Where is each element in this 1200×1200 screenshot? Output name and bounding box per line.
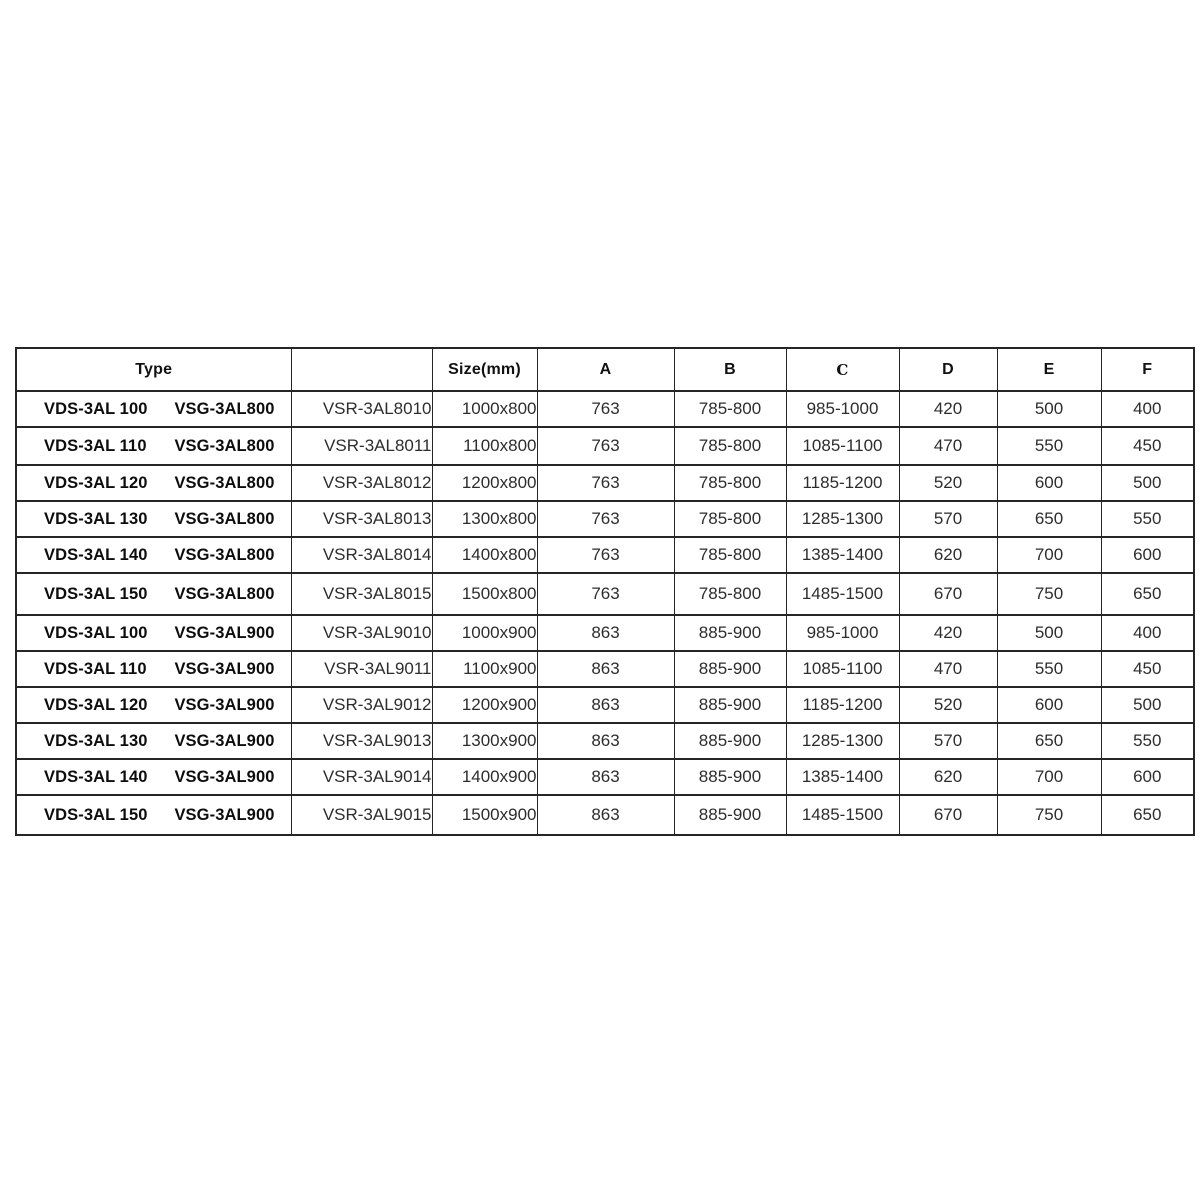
cell-type [16, 615, 291, 651]
type-label-group [17, 696, 291, 715]
cell-model: VSR-3AL9015 [291, 795, 432, 835]
cell-type [16, 465, 291, 501]
table-body [16, 391, 1194, 835]
cell-size: 1100x800 [432, 427, 537, 465]
cell-c: 1485-1500 [786, 573, 899, 615]
table-row [16, 615, 1194, 651]
cell-type [16, 651, 291, 687]
cell-d: 620 [899, 537, 997, 573]
type-label-group [17, 474, 291, 493]
type-right-label: VSG-3AL800 [174, 399, 275, 418]
cell-f: 500 [1101, 465, 1194, 501]
cell-model: VSR-3AL9012 [291, 687, 432, 723]
cell-size: 1500x900 [432, 795, 537, 835]
cell-f: 450 [1101, 427, 1194, 465]
cell-d: 420 [899, 615, 997, 651]
cell-b: 885-900 [674, 615, 786, 651]
cell-e: 750 [997, 795, 1101, 835]
type-left-label: VDS-3AL 100 [44, 399, 148, 418]
cell-e: 550 [997, 427, 1101, 465]
cell-a: 763 [537, 427, 674, 465]
table-row [16, 687, 1194, 723]
cell-d: 520 [899, 465, 997, 501]
cell-e: 650 [997, 501, 1101, 537]
cell-size: 1200x800 [432, 465, 537, 501]
cell-b: 885-900 [674, 759, 786, 795]
cell-e: 650 [997, 723, 1101, 759]
cell-b: 785-800 [674, 537, 786, 573]
cell-e: 500 [997, 615, 1101, 651]
table-row [16, 501, 1194, 537]
cell-a: 763 [537, 501, 674, 537]
table-row [16, 427, 1194, 465]
cell-size: 1400x800 [432, 537, 537, 573]
type-left-label: VDS-3AL 120 [44, 473, 148, 492]
type-left-label: VDS-3AL 140 [44, 767, 148, 786]
cell-type [16, 427, 291, 465]
cell-f: 600 [1101, 537, 1194, 573]
table-row [16, 723, 1194, 759]
cell-d: 420 [899, 391, 997, 427]
cell-c: 1085-1100 [786, 651, 899, 687]
cell-b: 785-800 [674, 573, 786, 615]
cell-f: 650 [1101, 573, 1194, 615]
cell-e: 600 [997, 465, 1101, 501]
type-right-label: VSG-3AL900 [174, 805, 275, 824]
cell-c: 1485-1500 [786, 795, 899, 835]
column-header-e: E [997, 348, 1101, 391]
cell-size: 1000x800 [432, 391, 537, 427]
cell-f: 600 [1101, 759, 1194, 795]
cell-e: 700 [997, 759, 1101, 795]
cell-type [16, 687, 291, 723]
spec-table [15, 347, 1195, 836]
cell-e: 750 [997, 573, 1101, 615]
cell-model: VSR-3AL8010 [291, 391, 432, 427]
cell-f: 400 [1101, 615, 1194, 651]
cell-type [16, 759, 291, 795]
cell-model: VSR-3AL9013 [291, 723, 432, 759]
column-header-a: A [537, 348, 674, 391]
cell-model: VSR-3AL8014 [291, 537, 432, 573]
cell-size: 1200x900 [432, 687, 537, 723]
header-row [16, 348, 1194, 391]
cell-size: 1400x900 [432, 759, 537, 795]
type-label-group [17, 624, 291, 643]
type-left-label: VDS-3AL 130 [44, 731, 148, 750]
cell-size: 1300x800 [432, 501, 537, 537]
type-label-group [17, 585, 291, 604]
column-header-type: Type [16, 348, 291, 391]
column-header-d: D [899, 348, 997, 391]
table-row [16, 651, 1194, 687]
cell-b: 885-900 [674, 651, 786, 687]
cell-model: VSR-3AL9010 [291, 615, 432, 651]
cell-size: 1000x900 [432, 615, 537, 651]
type-label-group [17, 510, 291, 529]
type-right-label: VSG-3AL800 [174, 473, 275, 492]
cell-a: 763 [537, 391, 674, 427]
type-label-group [17, 768, 291, 787]
column-header-c: C [786, 348, 899, 391]
cell-d: 570 [899, 501, 997, 537]
cell-a: 763 [537, 573, 674, 615]
type-right-label: VSG-3AL900 [174, 767, 275, 786]
column-header-model [291, 348, 432, 391]
type-right-label: VSG-3AL900 [174, 731, 275, 750]
cell-model: VSR-3AL8013 [291, 501, 432, 537]
cell-c: 1285-1300 [786, 501, 899, 537]
cell-d: 670 [899, 573, 997, 615]
cell-b: 885-900 [674, 723, 786, 759]
type-left-label: VDS-3AL 130 [44, 509, 148, 528]
cell-a: 863 [537, 759, 674, 795]
type-label-group [17, 546, 291, 565]
cell-e: 600 [997, 687, 1101, 723]
type-left-label: VDS-3AL 150 [44, 584, 148, 603]
cell-size: 1300x900 [432, 723, 537, 759]
cell-c: 985-1000 [786, 615, 899, 651]
table-row [16, 795, 1194, 835]
cell-e: 700 [997, 537, 1101, 573]
type-right-label: VSG-3AL900 [174, 623, 275, 642]
cell-b: 785-800 [674, 501, 786, 537]
column-header-size: Size(mm) [432, 348, 537, 391]
cell-a: 863 [537, 687, 674, 723]
cell-c: 985-1000 [786, 391, 899, 427]
cell-a: 763 [537, 465, 674, 501]
cell-model: VSR-3AL9014 [291, 759, 432, 795]
type-right-label: VSG-3AL900 [174, 659, 275, 678]
type-right-label: VSG-3AL800 [174, 509, 275, 528]
type-right-label: VSG-3AL800 [174, 584, 275, 603]
cell-c: 1085-1100 [786, 427, 899, 465]
cell-a: 863 [537, 723, 674, 759]
cell-d: 670 [899, 795, 997, 835]
cell-f: 500 [1101, 687, 1194, 723]
cell-c: 1385-1400 [786, 537, 899, 573]
type-label-group [17, 400, 291, 419]
type-left-label: VDS-3AL 110 [44, 659, 147, 678]
cell-type [16, 537, 291, 573]
table-row [16, 573, 1194, 615]
column-header-f: F [1101, 348, 1194, 391]
cell-a: 863 [537, 651, 674, 687]
table-row [16, 465, 1194, 501]
type-left-label: VDS-3AL 110 [44, 436, 147, 455]
type-left-label: VDS-3AL 120 [44, 695, 148, 714]
type-right-label: VSG-3AL800 [174, 436, 275, 455]
type-left-label: VDS-3AL 100 [44, 623, 148, 642]
type-label-group [17, 660, 291, 679]
cell-type [16, 723, 291, 759]
type-label-group [17, 806, 291, 825]
cell-d: 620 [899, 759, 997, 795]
table-row [16, 391, 1194, 427]
cell-model: VSR-3AL8011 [291, 427, 432, 465]
cell-f: 550 [1101, 501, 1194, 537]
cell-f: 450 [1101, 651, 1194, 687]
type-right-label: VSG-3AL900 [174, 695, 275, 714]
cell-type [16, 573, 291, 615]
cell-b: 785-800 [674, 391, 786, 427]
cell-b: 785-800 [674, 465, 786, 501]
table-row [16, 759, 1194, 795]
cell-type [16, 391, 291, 427]
column-header-b: B [674, 348, 786, 391]
type-left-label: VDS-3AL 140 [44, 545, 148, 564]
cell-d: 470 [899, 427, 997, 465]
cell-size: 1100x900 [432, 651, 537, 687]
type-label-group [17, 437, 291, 456]
cell-model: VSR-3AL8012 [291, 465, 432, 501]
type-right-label: VSG-3AL800 [174, 545, 275, 564]
cell-b: 885-900 [674, 795, 786, 835]
cell-f: 650 [1101, 795, 1194, 835]
cell-type [16, 795, 291, 835]
cell-size: 1500x800 [432, 573, 537, 615]
cell-b: 885-900 [674, 687, 786, 723]
cell-b: 785-800 [674, 427, 786, 465]
cell-a: 763 [537, 537, 674, 573]
table-row [16, 537, 1194, 573]
cell-type [16, 501, 291, 537]
cell-c: 1185-1200 [786, 687, 899, 723]
cell-d: 470 [899, 651, 997, 687]
type-label-group [17, 732, 291, 751]
cell-model: VSR-3AL8015 [291, 573, 432, 615]
cell-c: 1385-1400 [786, 759, 899, 795]
cell-d: 570 [899, 723, 997, 759]
cell-f: 400 [1101, 391, 1194, 427]
cell-f: 550 [1101, 723, 1194, 759]
cell-a: 863 [537, 795, 674, 835]
cell-e: 550 [997, 651, 1101, 687]
cell-c: 1185-1200 [786, 465, 899, 501]
cell-model: VSR-3AL9011 [291, 651, 432, 687]
cell-c: 1285-1300 [786, 723, 899, 759]
cell-e: 500 [997, 391, 1101, 427]
type-left-label: VDS-3AL 150 [44, 805, 148, 824]
cell-d: 520 [899, 687, 997, 723]
cell-a: 863 [537, 615, 674, 651]
